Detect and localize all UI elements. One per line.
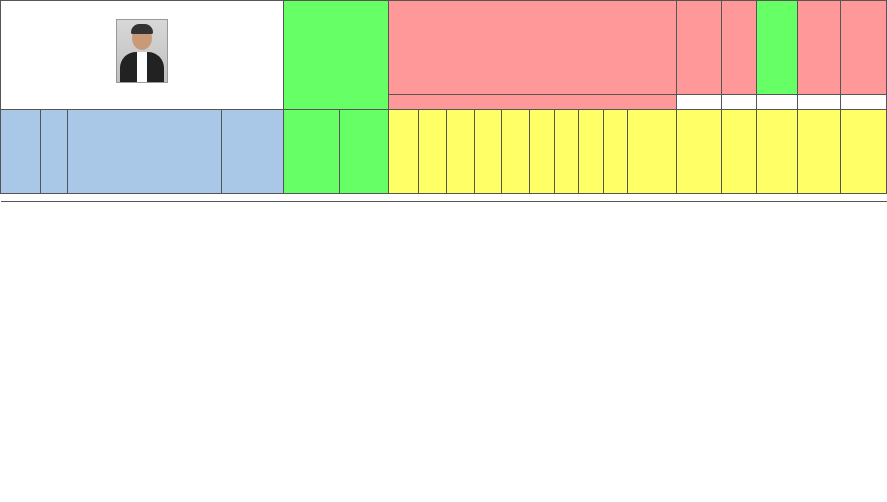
votes-eliminated-header — [388, 95, 677, 110]
col-name — [68, 110, 222, 194]
col-elimination-round — [628, 110, 677, 194]
col-day6 — [474, 110, 502, 194]
col-dist-surplus-135 — [841, 110, 887, 194]
top-value — [677, 95, 722, 110]
col-day5 — [502, 110, 530, 194]
top-value — [798, 95, 841, 110]
candidate-photo-cell — [1, 1, 284, 110]
top-column-header — [756, 1, 798, 95]
col-dist-19 — [798, 110, 841, 194]
col-dist-60 — [756, 110, 798, 194]
top-column-header — [841, 1, 887, 95]
col-day3 — [554, 110, 578, 194]
col-day8 — [419, 110, 447, 194]
top-value — [756, 95, 798, 110]
after-day10-header — [284, 1, 388, 110]
top-column-header — [721, 1, 756, 95]
top-column-header — [677, 1, 722, 95]
col-day4 — [530, 110, 554, 194]
col-day2 — [579, 110, 603, 194]
col-day1 — [603, 110, 627, 194]
top-value — [721, 95, 756, 110]
col-day9 — [388, 110, 419, 194]
eliminated-candidate-header — [388, 1, 677, 95]
col-dist-62 — [677, 110, 722, 194]
candidate-photo — [116, 19, 168, 83]
top-value — [841, 95, 887, 110]
col-day7 — [447, 110, 475, 194]
results-table — [0, 0, 887, 202]
col-transferred — [339, 110, 388, 194]
col-ballot — [41, 110, 68, 194]
top-column-header — [798, 1, 841, 95]
col-current-position — [1, 110, 41, 194]
col-total-after — [284, 110, 339, 194]
col-dist-surplus-05 — [721, 110, 756, 194]
col-place — [222, 110, 284, 194]
